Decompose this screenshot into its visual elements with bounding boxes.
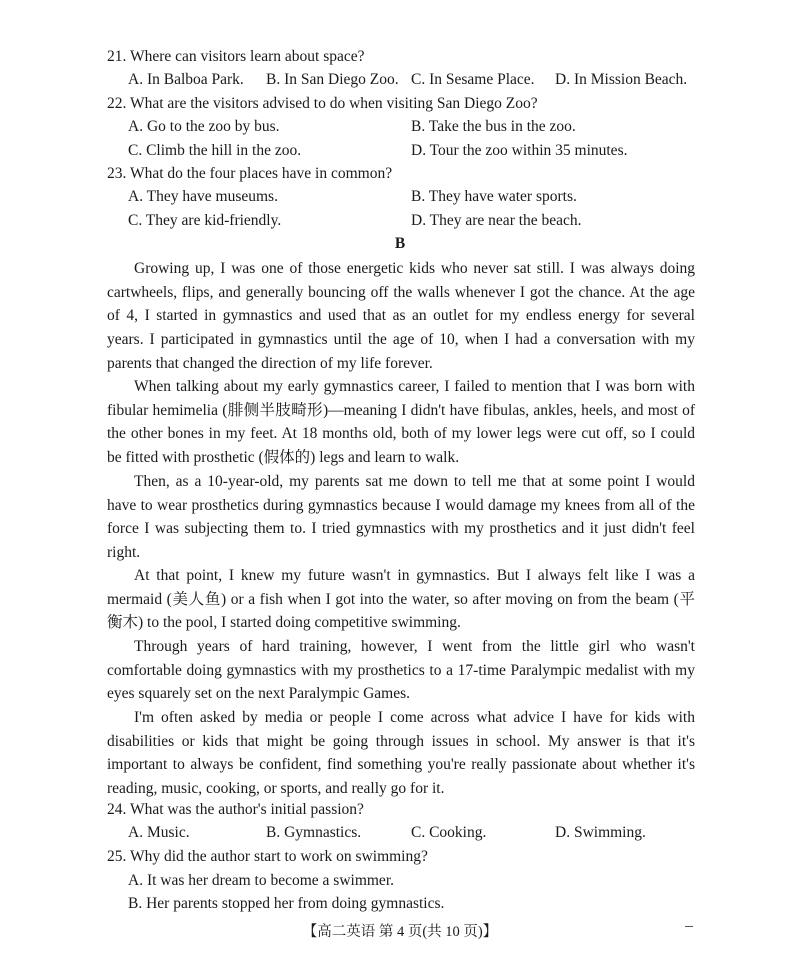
question-23-option-b: B. They have water sports.	[411, 188, 577, 205]
question-24-stem: 24. What was the author's initial passion?	[107, 801, 364, 818]
question-22-option-d: D. Tour the zoo within 35 minutes.	[411, 142, 628, 159]
question-21-option-b: B. In San Diego Zoo.	[266, 71, 399, 88]
question-23-stem: 23. What do the four places have in common?	[107, 165, 393, 182]
passage-line: the other bones in my feet. At 18 months old, both of my lower legs were cut off, so I could	[107, 425, 695, 443]
passage-paragraph-5	[107, 635, 695, 706]
passage-paragraph-1	[107, 257, 695, 375]
question-24-option-d: D. Swimming.	[555, 824, 646, 841]
passage-line: comfortable doing gymnastics with my prosthetics to a 17-time Paralympic medalist with my	[107, 661, 695, 679]
question-24-option-a: A. Music.	[128, 824, 190, 841]
passage-line: Growing up, I was one of those energetic kids who never sat still. I was always doing	[134, 260, 695, 277]
question-22-stem: 22. What are the visitors advised to do when visiting San Diego Zoo?	[107, 95, 538, 112]
question-23-option-d: D. They are near the beach.	[411, 212, 582, 229]
passage-paragraph-6	[107, 706, 695, 801]
footer-dash	[685, 926, 693, 927]
passage-line: force I was subjecting them to. I tried gymnastics with my prosthetics and it just didn't feel	[107, 520, 695, 538]
passage-line: I'm often asked by media or people I come across what advice I have for kids with	[134, 709, 695, 726]
passage-line: important to always be confident, find something you're really passionate about whether it's	[107, 756, 695, 774]
passage-line: parents that changed the direction of my life forever.	[107, 354, 433, 372]
page-footer: 【高二英语 第 4 页(共 10 页)】	[302, 924, 498, 940]
passage-line: right.	[107, 544, 141, 562]
question-22-option-b: B. Take the bus in the zoo.	[411, 118, 576, 135]
question-25-stem: 25. Why did the author start to work on swimming?	[107, 848, 428, 865]
passage-line: disabilities or kids that might be going through issues in school. My answer is that it's	[107, 732, 695, 750]
passage-line: of 4, I started in gymnastics and used that as an outlet for my endless energy for several	[107, 307, 695, 325]
question-21-stem: 21. Where can visitors learn about space?	[107, 48, 365, 65]
passage-line: Through years of hard training, however, I went from the little girl who wasn't	[134, 638, 695, 655]
passage-paragraph-3	[107, 470, 695, 565]
question-23-option-a: A. They have museums.	[128, 188, 278, 205]
passage-paragraph-2	[107, 375, 695, 470]
passage-line: reading, music, cooking, or sports, and really go for it.	[107, 780, 445, 798]
passage-line: Then, as a 10-year-old, my parents sat me down to tell me that at some point I would	[134, 473, 695, 490]
question-25-option-b: B. Her parents stopped her from doing gymnastics.	[128, 895, 445, 912]
question-25-option-a: A. It was her dream to become a swimmer.	[128, 872, 394, 889]
question-21-option-c: C. In Sesame Place.	[411, 71, 535, 88]
question-22-option-c: C. Climb the hill in the zoo.	[128, 142, 302, 159]
passage-line: cartwheels, flips, and generally bouncing off the walls whenever I got the chance. At the age	[107, 283, 695, 301]
question-21-option-a: A. In Balboa Park.	[128, 71, 244, 88]
passage-line: At that point, I knew my future wasn't in gymnastics. But I always felt like I was a	[134, 567, 695, 584]
question-24-option-c: C. Cooking.	[411, 824, 487, 841]
passage-line: When talking about my early gymnastics career, I failed to mention that I was born with	[134, 378, 695, 395]
passage-line: fibular hemimelia (腓侧半肢畸形)—meaning I didn't have fibulas, ankles, heels, and most of	[107, 401, 695, 419]
passage-line: years. I participated in gymnastics until the age of 10, when I had a conversation with my	[107, 331, 695, 349]
passage-line: mermaid (美人鱼) or a fish when I got into the water, so after moving on from the beam (平	[107, 590, 695, 608]
passage-line: 衡木) to the pool, I started doing competitive swimming.	[107, 614, 461, 632]
passage-paragraph-4	[107, 564, 695, 635]
question-21-option-d: D. In Mission Beach.	[555, 71, 688, 88]
question-22-option-a: A. Go to the zoo by bus.	[128, 118, 280, 135]
passage-line: be fitted with prosthetic (假体的) legs and learn to walk.	[107, 449, 460, 467]
passage-line: have to wear prosthetics during gymnastics because I would damage my knees from all of the	[107, 496, 695, 514]
question-23-option-c: C. They are kid-friendly.	[128, 212, 282, 229]
section-label: B	[394, 235, 406, 252]
question-24-option-b: B. Gymnastics.	[266, 824, 362, 841]
passage-line: eyes squarely set on the next Paralympic Games.	[107, 685, 411, 703]
